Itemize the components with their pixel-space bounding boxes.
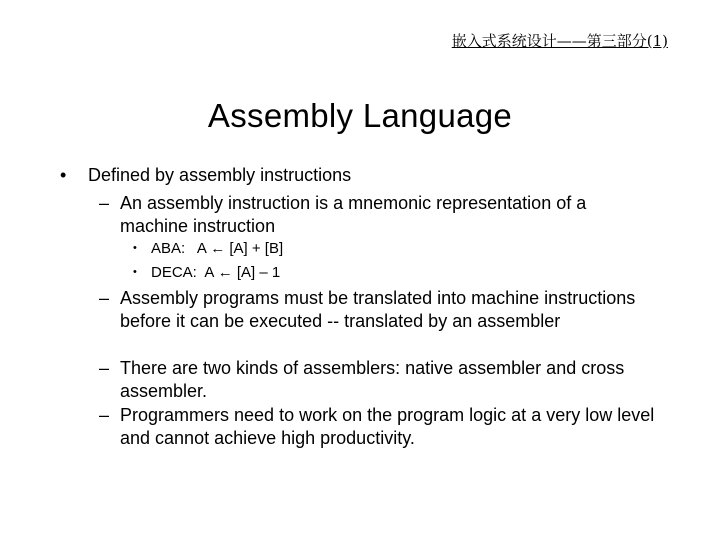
example-deca	[133, 264, 280, 281]
example-text: ABA: A ← [A] + [B]	[151, 240, 284, 257]
slide-title: Assembly Language	[207, 97, 513, 134]
subitem-text: Programmers need to work on the program logic at a very low level and cannot achieve high productivity.	[120, 405, 655, 448]
bullet-text: Defined by assembly instructions	[88, 165, 352, 185]
example-marker: •	[133, 242, 137, 254]
subitem-mnemonic	[99, 192, 659, 238]
slide-header: 嵌入式系统设计——第三部分(1)	[451, 32, 668, 50]
subitem-text: An assembly instruction is a mnemonic representation of a machine instruction	[120, 193, 587, 236]
example-marker: •	[133, 266, 137, 278]
dash-marker: –	[99, 288, 110, 308]
subitem-text: Assembly programs must be translated into machine instructions before it can be executed -- translated by an assembler	[120, 288, 636, 331]
subitem-two-kinds	[99, 357, 659, 403]
subitem-translated	[99, 287, 659, 333]
bullet-defined-by	[60, 165, 351, 186]
subitem-text: There are two kinds of assemblers: native assembler and cross assembler.	[120, 358, 625, 401]
bullet-marker: •	[60, 165, 67, 185]
dash-marker: –	[99, 193, 110, 213]
example-aba	[133, 240, 283, 257]
dash-marker: –	[99, 405, 110, 425]
subitem-programmers	[99, 404, 659, 450]
dash-marker: –	[99, 358, 110, 378]
example-text: DECA: A ← [A] – 1	[151, 264, 281, 281]
